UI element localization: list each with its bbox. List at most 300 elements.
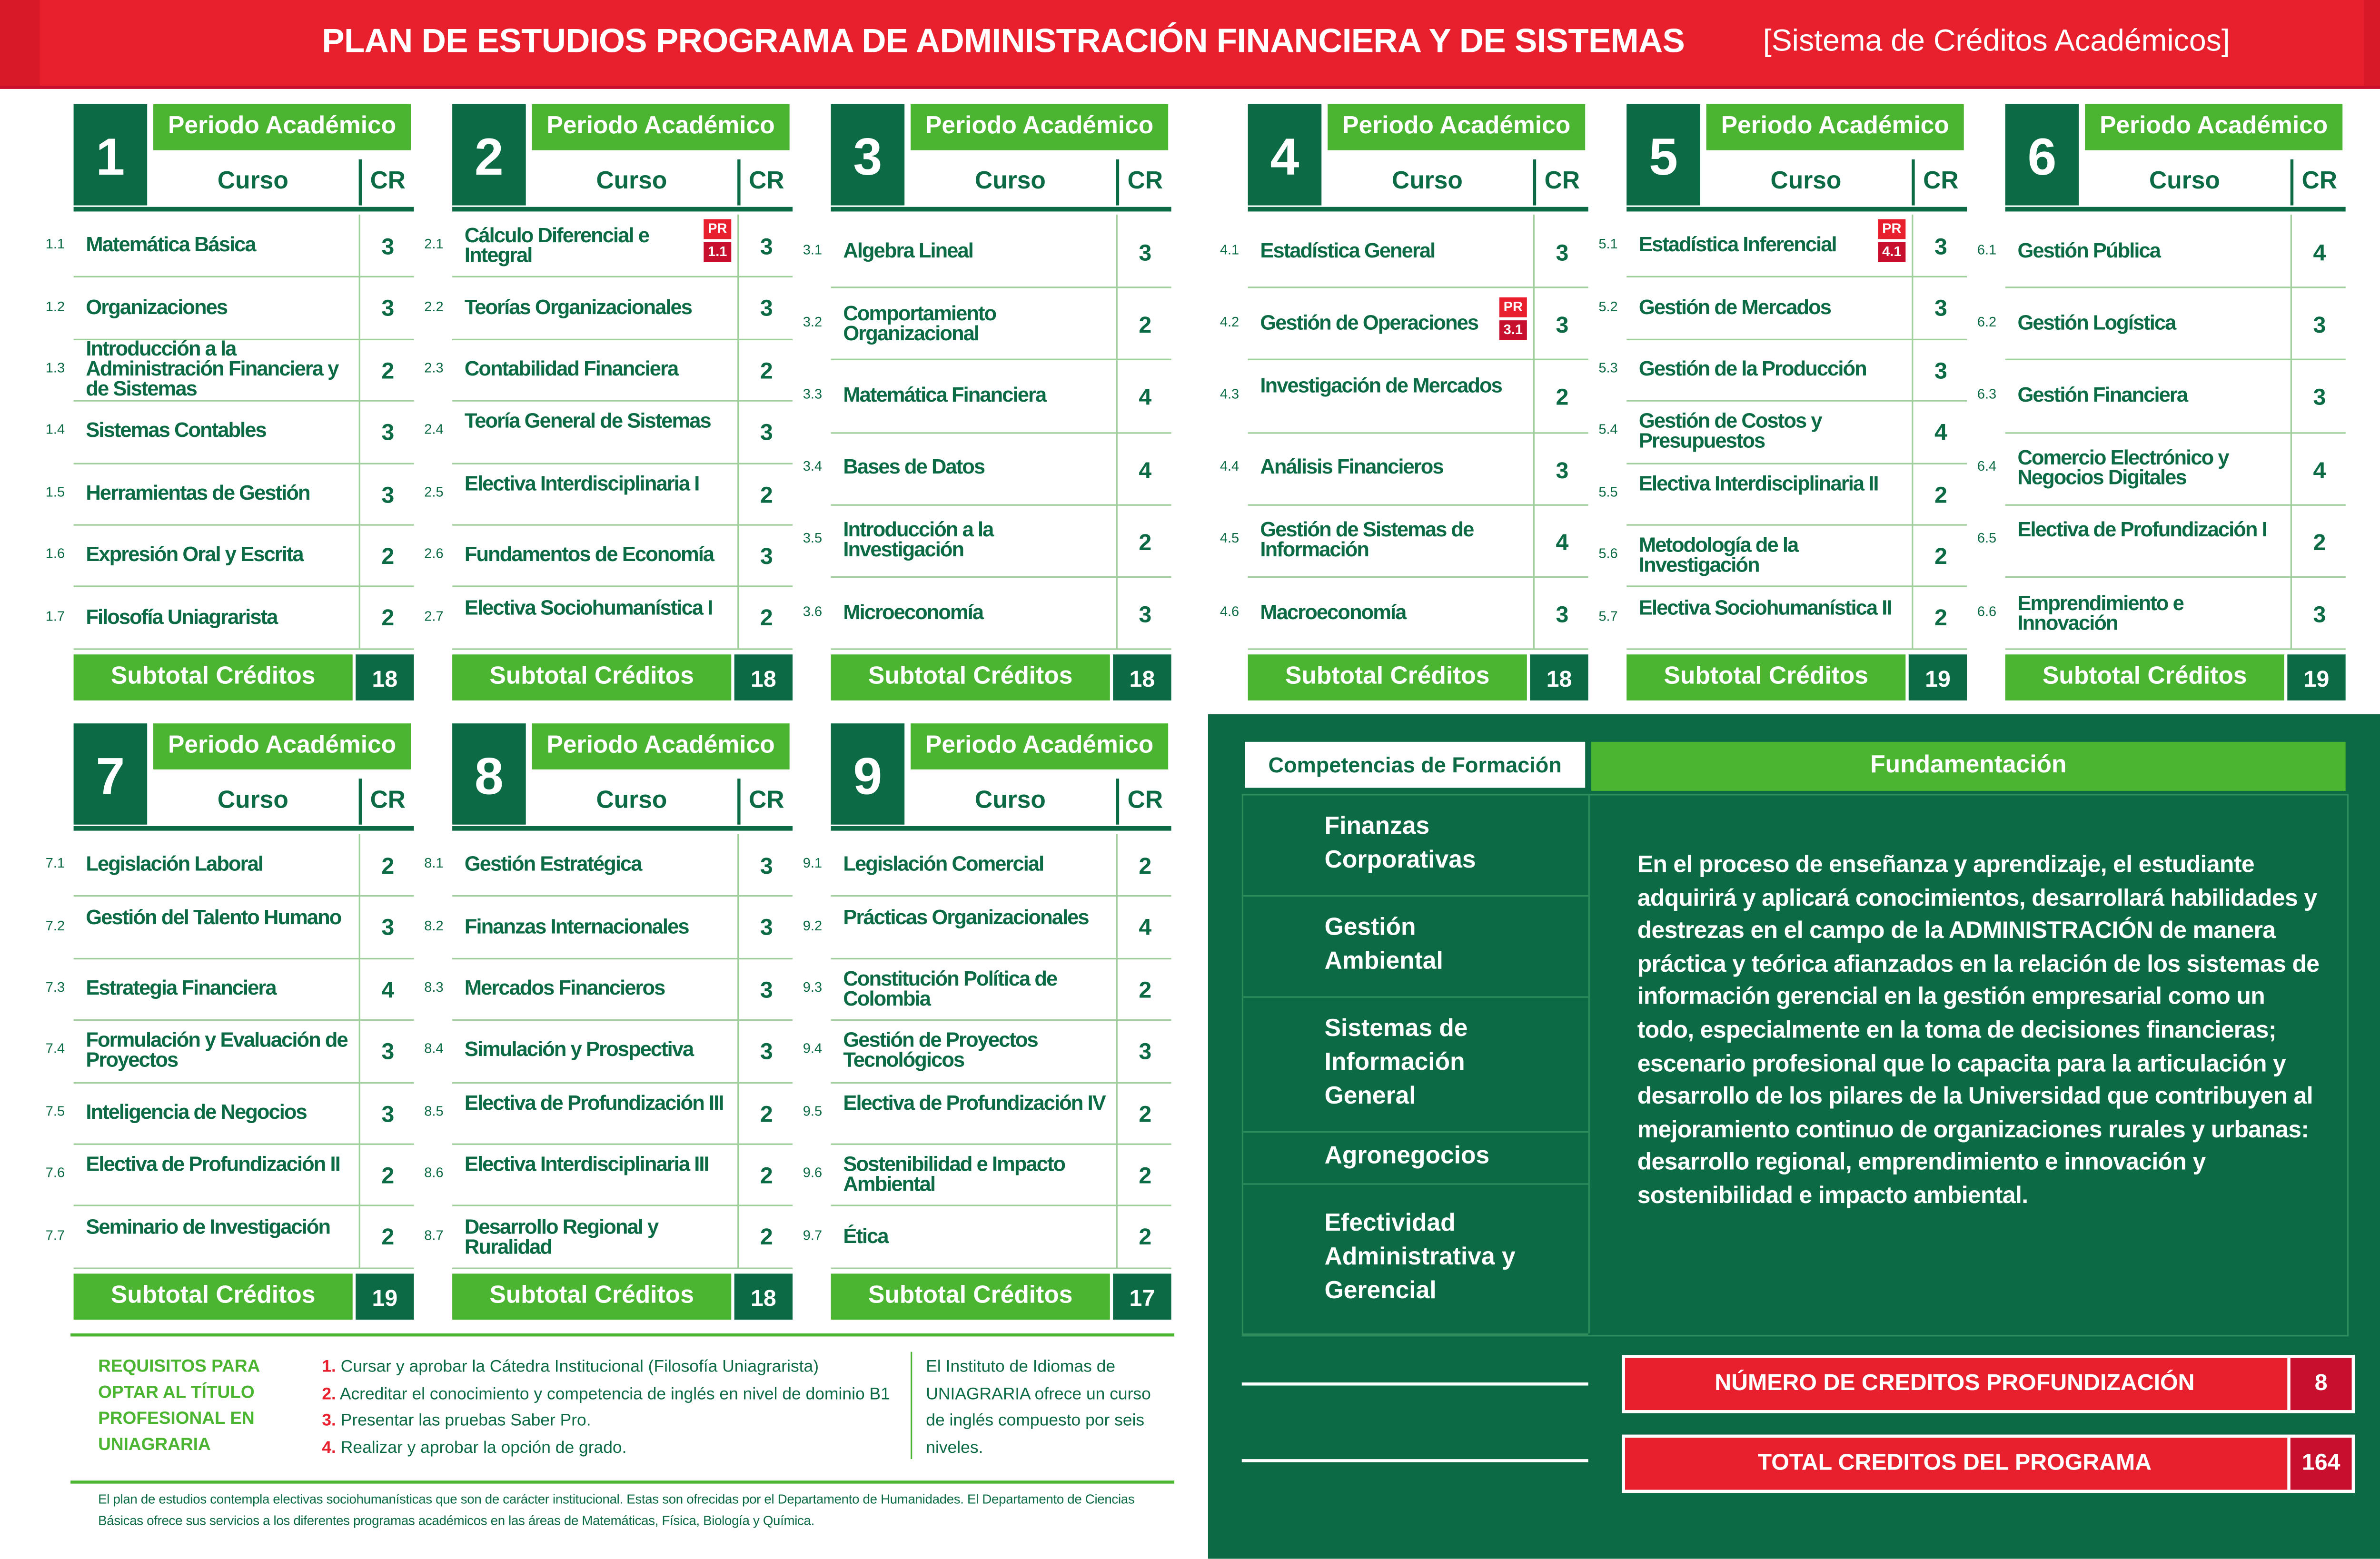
course-credits: 3 <box>737 896 794 957</box>
course-row <box>45 834 414 897</box>
course-name: Expresión Oral y Escrita <box>86 543 303 566</box>
course-code: 5.2 <box>1598 298 1618 314</box>
header-rule <box>831 826 1171 831</box>
credits-column-header: CR <box>1127 168 1163 195</box>
course-row <box>1598 276 1967 340</box>
course-name: Simulación y Prospectiva <box>464 1038 694 1061</box>
competencia-item <box>1242 794 1588 897</box>
credits-column-header: CR <box>370 168 406 195</box>
course-name: Macroeconomía <box>1260 600 1406 623</box>
course-name: Sostenibilidad e Impacto Ambiental <box>843 1153 1065 1196</box>
course-credits: 3 <box>359 215 416 276</box>
course-column-header: Curso <box>526 779 741 825</box>
banner-right-band <box>2364 0 2380 86</box>
course-code: 7.7 <box>45 1227 65 1243</box>
footnote: El plan de estudios contempla electivas sociohumanísticas que son de carácter institucional. Estas son ofrecidas por el Departamento de Humanidades. El Departamento de Ciencias Básicas ofrece sus servicios a los diferentes programas académicos en las áreas de Matemáticas, Física, Biología y Química. <box>98 1491 1135 1528</box>
course-name: Legislación Comercial <box>843 852 1044 876</box>
period-number: 2 <box>452 104 526 206</box>
course-credits: 4 <box>1912 400 1968 462</box>
course-row <box>424 586 793 650</box>
credits-column-header: CR <box>1544 168 1580 195</box>
course-credits: 2 <box>737 1144 794 1205</box>
subtotal-row <box>74 654 414 701</box>
course-row <box>803 504 1171 578</box>
header-rule <box>74 207 414 212</box>
competencias-list <box>1242 794 1590 1333</box>
course-code: 6.3 <box>1977 386 1997 402</box>
credits-column-header: CR <box>749 788 784 814</box>
competencias-title: Competencias de Formación <box>1245 742 1585 788</box>
subtotal-value: 19 <box>2287 655 2345 701</box>
course-row <box>45 276 414 340</box>
course-name: Electiva Sociohumanística I <box>464 595 713 619</box>
header-rule <box>74 826 414 831</box>
subtotal-label: Subtotal Créditos <box>452 654 731 701</box>
subtotal-label: Subtotal Créditos <box>74 654 353 701</box>
course-row <box>424 400 793 464</box>
course-credits: 3 <box>359 1019 416 1081</box>
subtotal-row <box>1248 655 1588 701</box>
prerequisite-code: 3.1 <box>1499 320 1527 340</box>
period-header: Periodo Académico <box>2085 104 2342 150</box>
course-code: 9.6 <box>803 1165 823 1181</box>
course-code: 7.5 <box>45 1103 65 1119</box>
course-row <box>45 462 414 525</box>
subtotal-value: 18 <box>356 654 414 701</box>
course-credits: 2 <box>1116 504 1173 576</box>
course-code: 8.6 <box>424 1165 444 1181</box>
requisito-text: Acreditar el conocimiento y competencia de inglés en nivel de dominio B1 <box>339 1384 890 1403</box>
course-name: Organizaciones <box>86 295 228 318</box>
course-name: Electiva Interdisciplinaria I <box>464 472 699 495</box>
period-header: Periodo Académico <box>532 104 790 150</box>
competencia-item <box>1242 1131 1588 1185</box>
course-credits: 3 <box>737 215 794 276</box>
period-header: Periodo Académico <box>911 723 1168 770</box>
course-credits: 2 <box>1912 524 1968 586</box>
subtotal-label: Subtotal Créditos <box>831 1273 1110 1320</box>
course-code: 6.4 <box>1977 458 1997 474</box>
course-row <box>803 896 1171 959</box>
course-column-header: Curso <box>2079 159 2293 206</box>
course-code: 6.5 <box>1977 531 1997 546</box>
course-credits: 2 <box>1116 1144 1173 1205</box>
requisito-item <box>322 1409 904 1435</box>
course-code: 8.1 <box>424 855 444 871</box>
credits-column-header: CR <box>1923 168 1959 195</box>
subtotal-row <box>2005 655 2346 701</box>
course-code: 5.1 <box>1598 236 1618 252</box>
course-code: 5.6 <box>1598 546 1618 562</box>
course-code: 2.2 <box>424 298 444 314</box>
course-credits: 3 <box>1533 432 1590 504</box>
course-credits: 3 <box>737 400 794 462</box>
course-code: 2.7 <box>424 608 444 623</box>
course-row <box>1220 215 1588 288</box>
requisito-item <box>322 1435 904 1462</box>
header-rule <box>831 207 1171 212</box>
course-credits: 2 <box>1116 957 1173 1019</box>
prerequisite-tag: PR <box>704 219 731 239</box>
header-rule <box>1248 207 1588 212</box>
header-rule <box>1626 207 1967 212</box>
course-code: 8.3 <box>424 979 444 995</box>
course-name: Estadística General <box>1260 238 1435 262</box>
course-code: 1.6 <box>45 546 65 562</box>
course-row <box>424 1082 793 1145</box>
course-name: Seminario de Investigación <box>86 1214 330 1238</box>
competencia-label: Sistemas de Información General <box>1324 1016 1468 1110</box>
course-row <box>803 359 1171 433</box>
requisito-item <box>322 1381 904 1408</box>
course-row <box>1598 524 1967 587</box>
total-credits-label: TOTAL CREDITOS DEL PROGRAMA <box>1757 1450 2152 1476</box>
course-row <box>1220 576 1588 650</box>
course-name: Filosofía Uniagrarista <box>86 604 278 628</box>
course-row <box>1977 432 2346 505</box>
course-row <box>803 957 1171 1021</box>
course-code: 6.2 <box>1977 314 1997 329</box>
course-row <box>424 215 793 278</box>
course-name: Constitución Política de Colombia <box>843 967 1057 1010</box>
prerequisite-tag: PR <box>1499 297 1527 317</box>
course-row <box>803 576 1171 650</box>
course-name: Electiva Interdisciplinaria II <box>1638 472 1878 495</box>
course-row <box>803 432 1171 505</box>
course-name: Comercio Electrónico y Negocios Digitales <box>2017 446 2229 490</box>
subtotal-label: Subtotal Créditos <box>74 1273 353 1320</box>
course-row <box>803 215 1171 288</box>
course-name: Electiva Sociohumanística II <box>1638 595 1892 619</box>
subtotal-label: Subtotal Créditos <box>452 1273 731 1320</box>
credits-column-header: CR <box>749 168 784 195</box>
course-name: Introducción a la Administración Financiera y de Sistemas <box>86 337 338 400</box>
requisito-number: 4. <box>322 1438 336 1457</box>
course-row <box>45 400 414 464</box>
course-credits: 2 <box>1912 462 1968 524</box>
prerequisite-tag: PR <box>1878 219 1905 239</box>
course-name: Fundamentos de Economía <box>464 543 714 566</box>
divider-line-1 <box>1242 1382 1588 1385</box>
course-name: Investigación de Mercados <box>1260 374 1502 397</box>
requisitos-divider <box>911 1352 912 1459</box>
course-name: Matemática Financiera <box>843 383 1046 406</box>
course-code: 8.5 <box>424 1103 444 1119</box>
course-name: Comportamiento Organizacional <box>843 301 996 345</box>
course-credits: 2 <box>359 524 416 586</box>
course-credits: 3 <box>1116 215 1173 287</box>
requisitos-list <box>322 1355 904 1462</box>
course-code: 9.5 <box>803 1103 823 1119</box>
course-credits: 4 <box>2291 432 2347 504</box>
course-credits: 4 <box>1533 504 1590 576</box>
course-name: Gestión de la Producción <box>1638 357 1866 380</box>
course-credits: 2 <box>359 834 416 896</box>
course-name: Introducción a la Investigación <box>843 518 993 562</box>
course-row <box>1598 215 1967 278</box>
course-credits: 3 <box>359 276 416 338</box>
course-credits: 3 <box>359 896 416 957</box>
course-code: 1.1 <box>45 236 65 252</box>
course-code: 4.6 <box>1220 603 1240 619</box>
course-column-header: Curso <box>147 779 362 825</box>
course-name: Bases de Datos <box>843 455 985 479</box>
course-credits: 4 <box>1116 432 1173 504</box>
course-credits: 4 <box>359 957 416 1019</box>
course-name: Ética <box>843 1224 888 1247</box>
subtotal-row <box>1626 654 1967 701</box>
course-credits: 2 <box>1116 834 1173 896</box>
course-name: Estadística Inferencial <box>1638 233 1836 257</box>
course-column-header: Curso <box>1321 159 1536 206</box>
subtotal-value: 18 <box>1530 655 1588 701</box>
course-name: Inteligencia de Negocios <box>86 1100 307 1124</box>
course-code: 1.2 <box>45 298 65 314</box>
course-code: 4.2 <box>1220 314 1240 329</box>
course-code: 7.6 <box>45 1165 65 1181</box>
course-credits: 2 <box>359 1144 416 1205</box>
subtotal-row <box>452 1273 793 1320</box>
period-number: 4 <box>1248 104 1322 206</box>
requisito-number: 3. <box>322 1411 336 1430</box>
course-credits: 3 <box>737 276 794 338</box>
subtotal-row <box>74 1273 414 1320</box>
course-code: 3.5 <box>803 531 823 546</box>
competencia-item <box>1242 996 1588 1133</box>
course-code: 9.7 <box>803 1227 823 1243</box>
course-row <box>45 1144 414 1207</box>
instituto-idiomas-note: El Instituto de Idiomas de UNIAGRARIA ofrece un curso de inglés compuesto por seis niveles. <box>926 1358 1151 1457</box>
course-credits: 2 <box>1116 1205 1173 1267</box>
course-code: 3.3 <box>803 386 823 402</box>
course-name: Electiva de Profundización III <box>464 1091 724 1114</box>
course-row <box>803 834 1171 897</box>
period-header: Periodo Académico <box>153 104 411 150</box>
subtotal-value: 19 <box>1909 654 1967 701</box>
course-credits: 3 <box>1912 338 1968 400</box>
course-credits: 3 <box>1533 215 1590 287</box>
course-row <box>45 1019 414 1083</box>
course-row <box>803 1019 1171 1083</box>
course-code: 3.2 <box>803 314 823 329</box>
course-row <box>45 957 414 1021</box>
course-name: Gestión del Talento Humano <box>86 905 341 928</box>
course-code: 9.4 <box>803 1041 823 1057</box>
period-number: 3 <box>831 104 905 206</box>
course-column-header: Curso <box>904 159 1119 206</box>
course-name: Electiva de Profundización I <box>2017 518 2267 542</box>
course-credits: 2 <box>1116 287 1173 359</box>
course-row <box>1977 287 2346 361</box>
course-name: Formulación y Evaluación de Proyectos <box>86 1029 347 1072</box>
course-code: 8.4 <box>424 1041 444 1057</box>
course-column-header: Curso <box>526 159 741 206</box>
course-name: Metodología de la Investigación <box>1638 533 1798 577</box>
course-name: Gestión Estratégica <box>464 852 642 876</box>
course-credits: 4 <box>1116 359 1173 432</box>
requisito-item <box>322 1355 904 1381</box>
course-row <box>45 1082 414 1145</box>
course-column-header: Curso <box>904 779 1119 825</box>
course-credits: 2 <box>359 338 416 400</box>
period-number: 6 <box>2005 104 2079 206</box>
course-row <box>803 1205 1171 1269</box>
competencia-item <box>1242 1183 1588 1335</box>
course-credits: 2 <box>359 586 416 648</box>
period-header: Periodo Académico <box>1328 104 1585 150</box>
course-name: Gestión Pública <box>2017 238 2161 262</box>
period-number: 7 <box>74 723 148 825</box>
course-code: 2.6 <box>424 546 444 562</box>
total-credits-value: 164 <box>2287 1438 2351 1490</box>
course-row <box>1977 359 2346 433</box>
competencia-label: Finanzas Corporativas <box>1324 814 1476 874</box>
course-credits: 3 <box>737 957 794 1019</box>
course-row <box>424 462 793 525</box>
course-name: Análisis Financieros <box>1260 455 1443 479</box>
course-credits: 3 <box>1912 215 1968 276</box>
course-row <box>803 287 1171 361</box>
page-subtitle: [Sistema de Créditos Académicos] <box>1763 24 2230 59</box>
requisito-text: Presentar las pruebas Saber Pro. <box>340 1411 591 1430</box>
course-name: Contabilidad Financiera <box>464 357 678 380</box>
course-row <box>1598 462 1967 525</box>
requisitos-title: REQUISITOS PARA OPTAR AL TÍTULO PROFESIONAL EN UNIAGRARIA <box>98 1358 260 1455</box>
course-row <box>424 1144 793 1207</box>
requisito-text: Realizar y aprobar la opción de grado. <box>340 1438 627 1457</box>
course-name: Teoría General de Sistemas <box>464 410 711 433</box>
course-credits: 3 <box>359 1082 416 1144</box>
header-rule <box>2005 207 2346 212</box>
credits-column-header: CR <box>370 788 406 814</box>
course-credits: 3 <box>2291 359 2347 432</box>
course-code: 3.6 <box>803 603 823 619</box>
course-name: Estrategia Financiera <box>86 976 276 999</box>
period-header: Periodo Académico <box>1706 104 1964 150</box>
course-name: Microeconomía <box>843 600 983 623</box>
course-row <box>424 1205 793 1269</box>
course-code: 2.1 <box>424 236 444 252</box>
course-code: 1.5 <box>45 484 65 500</box>
course-credits: 3 <box>359 462 416 524</box>
course-code: 4.5 <box>1220 531 1240 546</box>
course-row <box>45 1205 414 1269</box>
profundizacion-value: 8 <box>2287 1358 2351 1411</box>
course-row <box>424 896 793 959</box>
credits-column-header: CR <box>1127 788 1163 814</box>
course-row <box>45 337 414 402</box>
subtotal-label: Subtotal Créditos <box>831 655 1110 701</box>
course-code: 4.4 <box>1220 458 1240 474</box>
course-row <box>424 1019 793 1083</box>
course-row <box>1977 215 2346 288</box>
subtotal-value: 18 <box>1113 655 1171 701</box>
course-name: Finanzas Internacionales <box>464 914 689 937</box>
course-row <box>424 957 793 1021</box>
course-row <box>1220 287 1588 361</box>
subtotal-label: Subtotal Créditos <box>1248 655 1527 701</box>
course-code: 3.1 <box>803 241 823 257</box>
course-row <box>1977 504 2346 578</box>
course-row <box>424 276 793 340</box>
course-name: Algebra Lineal <box>843 238 973 262</box>
course-credits: 2 <box>1912 586 1968 648</box>
course-row <box>45 586 414 650</box>
course-name: Gestión de Costos y Presupuestos <box>1638 410 1822 453</box>
course-credits: 3 <box>737 834 794 896</box>
period-number: 5 <box>1626 104 1700 206</box>
course-credits: 2 <box>1533 359 1590 432</box>
course-credits: 3 <box>1533 576 1590 649</box>
course-credits: 2 <box>737 1205 794 1267</box>
subtotal-row <box>831 655 1171 701</box>
period-header: Periodo Académico <box>153 723 411 770</box>
course-credits: 2 <box>737 338 794 400</box>
course-credits: 3 <box>2291 576 2347 649</box>
course-row <box>424 524 793 587</box>
course-code: 4.1 <box>1220 241 1240 257</box>
competencia-label: Efectividad Administrativa y Gerencial <box>1324 1211 1516 1304</box>
subtotal-value: 17 <box>1113 1273 1171 1320</box>
course-code: 7.2 <box>45 917 65 933</box>
course-code: 2.5 <box>424 484 444 500</box>
course-row <box>1220 432 1588 505</box>
page-title: PLAN DE ESTUDIOS PROGRAMA DE ADMINISTRACIÓN FINANCIERA Y DE SISTEMAS <box>322 21 1685 60</box>
course-code: 2.4 <box>424 422 444 438</box>
course-name: Mercados Financieros <box>464 976 665 999</box>
course-name: Gestión Financiera <box>2017 383 2188 406</box>
course-row <box>1598 400 1967 464</box>
subtotal-label: Subtotal Créditos <box>1626 654 1905 701</box>
course-row <box>424 338 793 402</box>
course-credits: 2 <box>737 586 794 648</box>
course-name: Herramientas de Gestión <box>86 481 310 504</box>
course-code: 9.2 <box>803 917 823 933</box>
course-credits: 2 <box>737 462 794 524</box>
course-row <box>1220 504 1588 578</box>
competencia-label: Agronegocios <box>1324 1143 1490 1170</box>
course-name: Gestión Logística <box>2017 311 2176 334</box>
total-credits-bar <box>1622 1435 2355 1493</box>
course-row <box>1598 586 1967 650</box>
course-credits: 2 <box>2291 504 2347 576</box>
fundamentacion-title: Fundamentación <box>1591 742 2346 791</box>
course-code: 8.7 <box>424 1227 444 1243</box>
subtotal-row <box>452 654 793 701</box>
subtotal-row <box>831 1273 1171 1320</box>
subtotal-value: 19 <box>356 1273 414 1320</box>
course-credits: 3 <box>1912 276 1968 338</box>
course-code: 1.7 <box>45 608 65 623</box>
course-row <box>1598 338 1967 402</box>
course-row <box>1220 359 1588 433</box>
course-code: 5.4 <box>1598 422 1618 438</box>
course-credits: 4 <box>1116 896 1173 957</box>
fundamentacion-text: En el proceso de enseñanza y aprendizaje, el estudiante adquirirá y aplicará conocimientos, desarrollará habilidades y destrezas en el campo de la ADMINISTRACIÓN de manera práctica y teórica afianzados en la relación de los sistemas de información gerencial en la gestión empresarial como un todo, especialmente en la toma de decisiones financieras; escenario profesional que lo capacita para la articulación y desarrollo de los pilares de la Universidad que contribuyen al mejoramiento continuo de organizaciones rurales y urbanas: desarrollo regional, emprendimiento e innovación y sostenibilidad e impacto ambiental. <box>1637 852 2320 1209</box>
course-name: Prácticas Organizacionales <box>843 905 1089 928</box>
course-name: Emprendimiento e Innovación <box>2017 591 2183 634</box>
period-number: 9 <box>831 723 905 825</box>
competencia-item <box>1242 895 1588 998</box>
course-code: 7.1 <box>45 855 65 871</box>
prerequisite-code: 4.1 <box>1878 242 1905 262</box>
requisito-text: Cursar y aprobar la Cátedra Institucional (Filosofía Uniagrarista) <box>340 1358 819 1377</box>
course-code: 1.4 <box>45 422 65 438</box>
course-credits: 3 <box>1116 1019 1173 1081</box>
course-code: 2.3 <box>424 360 444 376</box>
credits-column-header: CR <box>2301 168 2338 195</box>
course-name: Teorías Organizacionales <box>464 295 692 318</box>
